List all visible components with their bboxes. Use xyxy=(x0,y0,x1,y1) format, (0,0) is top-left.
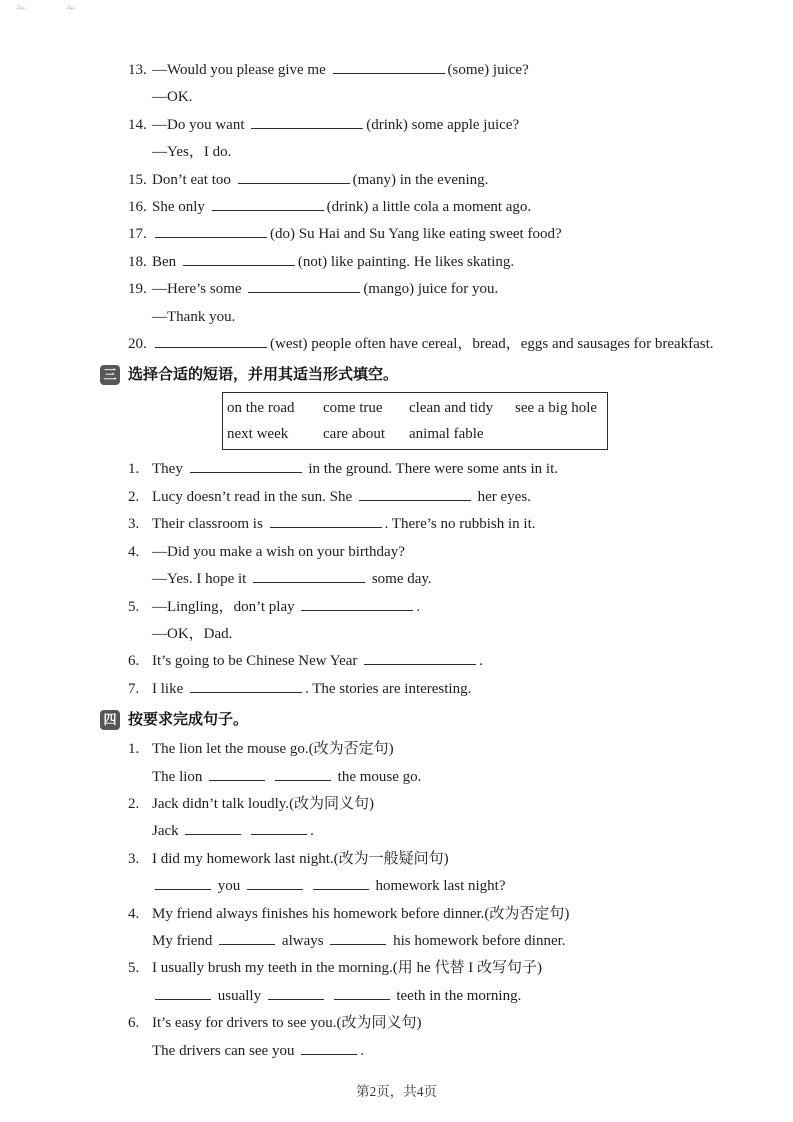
text-run: . xyxy=(310,823,314,840)
item-number: 7. xyxy=(128,680,140,697)
answer-blank[interactable] xyxy=(238,170,350,184)
exercise-item-line xyxy=(128,736,787,763)
text-run: (west) people often have cereal，bread，eggs and sausages for breakfast. xyxy=(270,336,714,353)
exercise-item-line xyxy=(128,676,787,703)
text-run: I like xyxy=(152,680,187,697)
text-run: . There’s no rubbish in it. xyxy=(384,516,536,533)
answer-blank[interactable] xyxy=(330,931,386,945)
item-number: 16. xyxy=(128,199,147,216)
exercise-3-items xyxy=(128,456,787,703)
scissors-icon: ✁ xyxy=(66,1,77,15)
section-4-title: 按要求完成句子。 xyxy=(128,711,249,729)
text-run: (do) Su Hai and Su Yang like eating sweet food? xyxy=(270,226,562,243)
exercise-item-line xyxy=(128,194,787,221)
item-number: 4. xyxy=(128,543,140,560)
exercise-item-line xyxy=(128,57,787,84)
text-run: The lion let the mouse go.(改为否定句) xyxy=(152,741,394,758)
text-run: It’s going to be Chinese New Year xyxy=(152,653,362,670)
text-run: homework last night? xyxy=(371,878,506,895)
answer-blank[interactable] xyxy=(301,597,413,611)
exercise-item-line xyxy=(128,249,787,276)
item-number: 3. xyxy=(128,850,140,867)
exercise-item-line xyxy=(128,167,787,194)
text-run: . xyxy=(416,598,421,615)
exercise-4-items xyxy=(128,736,787,1065)
text-run xyxy=(327,988,331,1004)
exercise-item-continuation xyxy=(128,764,787,791)
exercise-2-items xyxy=(128,57,787,358)
answer-blank[interactable] xyxy=(364,651,476,665)
text-run: The lion xyxy=(152,768,207,785)
page-number: 第2页，共4页 xyxy=(356,1084,437,1099)
answer-blank[interactable] xyxy=(209,767,265,781)
text-run xyxy=(306,878,310,894)
text-run: you xyxy=(214,878,244,895)
text-run: —Yes，I do. xyxy=(152,144,232,161)
answer-blank[interactable] xyxy=(275,767,331,781)
answer-blank[interactable] xyxy=(219,931,275,945)
section-4-badge: 四 xyxy=(100,710,120,730)
phrase-option: come true xyxy=(323,400,383,417)
text-run: My friend xyxy=(152,932,217,949)
answer-blank[interactable] xyxy=(251,115,363,129)
phrase-option: on the road xyxy=(227,400,295,417)
exercise-item-line xyxy=(128,648,787,675)
item-number: 2. xyxy=(128,795,140,812)
item-number: 18. xyxy=(128,253,147,270)
exercise-item-line xyxy=(128,456,787,483)
exercise-item-line xyxy=(128,276,787,303)
text-run xyxy=(244,823,248,839)
text-run: It’s easy for drivers to see you.(改为同义句) xyxy=(152,1015,422,1032)
exercise-item-continuation xyxy=(128,873,787,900)
text-run: I did my homework last night.(改为一般疑问句) xyxy=(152,850,449,867)
exercise-item-line xyxy=(128,846,787,873)
item-number: 15. xyxy=(128,171,147,188)
item-number: 3. xyxy=(128,516,140,533)
scissors-icon: ✁ xyxy=(16,1,27,15)
text-run: Jack xyxy=(152,823,183,840)
item-number: 5. xyxy=(128,960,140,977)
answer-blank[interactable] xyxy=(301,1041,357,1055)
phrase-option: next week xyxy=(227,426,289,443)
item-number: 19. xyxy=(128,281,147,298)
text-run: (many) in the evening. xyxy=(352,171,489,188)
phrase-option: animal fable xyxy=(409,426,484,443)
exercise-item-continuation xyxy=(128,983,787,1010)
text-run: —Do you want xyxy=(152,116,249,133)
exercise-item-line xyxy=(128,221,787,248)
exercise-item-line xyxy=(128,511,787,538)
text-run: (mango) juice for you. xyxy=(363,281,499,298)
text-run: Don’t eat too xyxy=(152,171,235,188)
phrase-box-row xyxy=(227,395,607,421)
answer-blank[interactable] xyxy=(212,197,324,211)
text-run: (not) like painting. He likes skating. xyxy=(297,253,515,270)
exercise-item-line xyxy=(128,955,787,982)
answer-blank[interactable] xyxy=(155,334,267,348)
answer-blank[interactable] xyxy=(313,876,369,890)
item-number: 6. xyxy=(128,1015,140,1032)
text-run: his homework before dinner. xyxy=(389,932,566,949)
exercise-item-line xyxy=(128,1010,787,1037)
text-run: (drink) a little cola a moment ago. xyxy=(326,199,532,216)
text-run: My friend always finishes his homework before dinner.(改为否定句) xyxy=(152,905,570,922)
text-run: . The stories are interesting. xyxy=(305,680,472,697)
text-run: —Yes. I hope it xyxy=(152,571,251,588)
text-run: —Did you make a wish on your birthday? xyxy=(152,543,405,560)
text-run: always xyxy=(278,932,328,949)
answer-blank[interactable] xyxy=(270,514,382,528)
item-number: 5. xyxy=(128,598,140,615)
cut-marks xyxy=(16,1,76,16)
answer-blank[interactable] xyxy=(268,986,324,1000)
text-run: (some) juice? xyxy=(447,62,529,78)
text-run: —Lingling，don’t play xyxy=(152,598,299,615)
exercise-item-continuation xyxy=(128,621,787,648)
item-number: 6. xyxy=(128,653,140,670)
answer-blank[interactable] xyxy=(333,60,445,74)
item-number: 1. xyxy=(128,461,140,478)
text-run: I usually brush my teeth in the morning.(用 he 代替 I 改写句子) xyxy=(152,960,542,977)
exercise-item-line xyxy=(128,901,787,928)
item-number: 1. xyxy=(128,741,140,758)
text-run: Their classroom is xyxy=(152,516,267,533)
exercise-item-continuation xyxy=(128,928,787,955)
answer-blank[interactable] xyxy=(183,252,295,266)
answer-blank[interactable] xyxy=(155,876,211,890)
answer-blank[interactable] xyxy=(190,459,302,473)
item-number: 20. xyxy=(128,336,147,353)
text-run: some day. xyxy=(368,571,432,588)
text-run: Lucy doesn’t read in the sun. She xyxy=(152,488,356,505)
answer-blank[interactable] xyxy=(155,986,211,1000)
exercise-item-continuation xyxy=(128,139,787,166)
exercise-item-line xyxy=(128,539,787,566)
item-number: 14. xyxy=(128,116,147,133)
answer-blank[interactable] xyxy=(253,569,365,583)
exercise-item-continuation xyxy=(128,1038,787,1065)
phrase-option: see a big hole xyxy=(515,400,598,417)
text-run: —Thank you. xyxy=(152,308,236,325)
text-run: The drivers can see you xyxy=(152,1042,299,1059)
text-run: She only xyxy=(152,199,209,216)
text-run: teeth in the morning. xyxy=(392,987,522,1004)
answer-blank[interactable] xyxy=(155,224,267,238)
text-run xyxy=(268,769,272,785)
answer-blank[interactable] xyxy=(247,876,303,890)
item-number: 17. xyxy=(128,226,147,243)
exercise-item-continuation xyxy=(128,304,787,331)
text-run: the mouse go. xyxy=(333,768,422,785)
exercise-item-line xyxy=(128,484,787,511)
text-run: —Would you please give me xyxy=(152,62,330,78)
section-4-header xyxy=(100,707,787,733)
phrase-box xyxy=(222,392,608,450)
exercise-item-line xyxy=(128,594,787,621)
phrase-box-row xyxy=(227,421,607,447)
text-run: Jack didn’t talk loudly.(改为同义句) xyxy=(152,795,375,812)
text-run: . xyxy=(479,653,483,670)
section-3-title: 选择合适的短语，并用其适当形式填空。 xyxy=(128,366,399,384)
exercise-item-continuation xyxy=(128,566,787,593)
phrase-option: clean and tidy xyxy=(409,400,494,417)
phrase-option: care about xyxy=(323,426,386,443)
item-number: 2. xyxy=(128,488,140,505)
worksheet-content xyxy=(103,57,787,1065)
text-run: . xyxy=(360,1042,364,1059)
item-number: 4. xyxy=(128,905,140,922)
section-3-header xyxy=(100,362,787,388)
answer-blank[interactable] xyxy=(248,279,360,293)
section-3-badge: 三 xyxy=(100,365,120,385)
exercise-item-line xyxy=(128,331,787,358)
exercise-item-continuation xyxy=(128,84,787,111)
answer-blank[interactable] xyxy=(251,821,307,835)
text-run: in the ground. There were some ants in it. xyxy=(304,461,558,478)
answer-blank[interactable] xyxy=(190,679,302,693)
answer-blank[interactable] xyxy=(359,487,471,501)
text-run: They xyxy=(152,461,187,478)
answer-blank[interactable] xyxy=(185,821,241,835)
text-run: —Here’s some xyxy=(152,281,246,298)
exercise-item-line xyxy=(128,791,787,818)
text-run: Ben xyxy=(152,253,180,270)
exercise-item-continuation xyxy=(128,818,787,845)
answer-blank[interactable] xyxy=(334,986,390,1000)
text-run: (drink) some apple juice? xyxy=(366,116,520,133)
text-run: usually xyxy=(214,987,265,1004)
text-run: —OK，Dad. xyxy=(152,625,233,642)
exercise-item-line xyxy=(128,112,787,139)
text-run: her eyes. xyxy=(473,488,531,505)
item-number: 13. xyxy=(128,62,147,78)
text-run: —OK. xyxy=(152,89,193,106)
